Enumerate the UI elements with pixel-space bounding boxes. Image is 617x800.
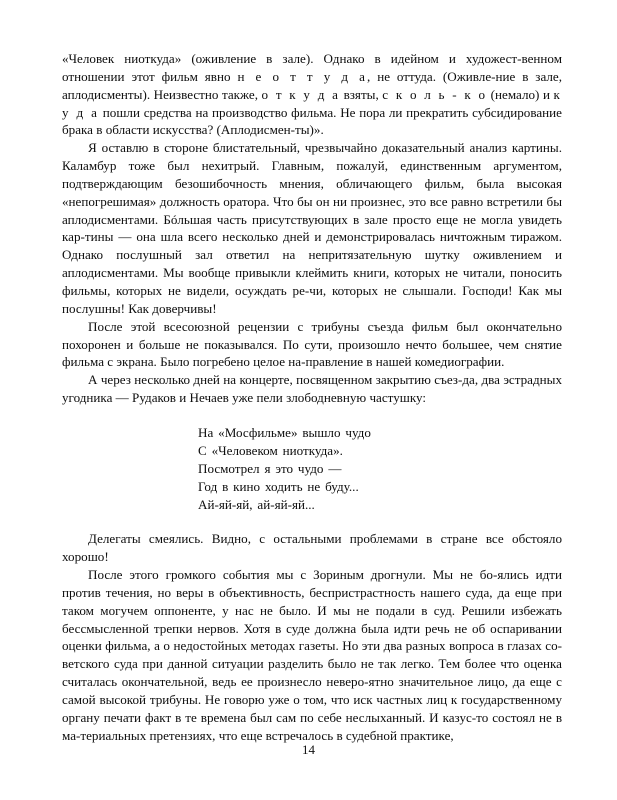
text-run: (немало) и <box>487 86 554 102</box>
text-run: После этого громкого события мы с Зориным дрогнули. Мы не бо-ялись идти против течения, но веры в объективность, беспристрастность нашего суда, да еще при таком могучем оппоненте, у нас не было. И мы не подали в суд. Решили избежать бессмысленной трепки нервов. Хотя в суде должна была идти речь не об оспаривании оценки фильма, а о недостойных методах газеты. Но эти два разных вопроса в глазах со-ветского суда при данной ситуации разделить было не так легко. Тем более что оценка считалась окончательной, ведь ее произнесло неверо-ятно значительное лицо, да еще с самой высокой трибуны. Не говорю уже о том, что иск частных лиц к государственному органу печати факт в те времена был сам по себе неслыханный. И казус-то состоял не в ма-териальных претензиях, что еще встречалось в судебной практике, <box>62 567 562 743</box>
verse-block <box>62 424 562 514</box>
emphasis-spaced-text: н е о т т у д а <box>237 68 368 84</box>
emphasis-spaced-text: с к о л ь - к о <box>382 86 488 102</box>
text-run: Я оставлю в стороне блистательный, чрезвычайно доказательный анализ картины. Каламбур тоже был нехитрый. Главным, пожалуй, единственным аргументом, подтверждающим безошибочность мнения, обличающего фильм, была высокая «непогрешимая» должность оратора. Что бы он ни произнес, это все равно встретили бы аплодисментами. Бóльшая часть присутствующих в зале просто еще не могла увидеть кар-тины — она шла всего несколько дней и демонстрировалась ничтожным тиражом. Однако послушный зал ответил на непритязательную шутку оживлением и аплодисментами. Мы вообще привыкли клеймить книги, которых не читали, поносить фильмы, которых не видели, осуждать ре-чи, которых не слышали. Господи! Как мы послушны! Как доверчивы! <box>62 140 562 316</box>
emphasis-spaced-text: о т к у д а <box>261 86 341 102</box>
text-run: пошли средства на производство фильма. Не пора ли прекратить субсидирование брака в области искусства? (Аплодисмен-ты)». <box>62 104 562 138</box>
text-run: Делегаты смеялись. Видно, с остальными проблемами в стране все обстояло хорошо! <box>62 531 562 565</box>
text-run: взяты, <box>340 86 383 102</box>
paragraph <box>62 566 562 744</box>
text-run: , не оттуда. (Оживле-ние в зале, аплодисменты). Неизвестно также, <box>62 68 563 102</box>
verse-line: Ай-яй-яй, ай-яй-яй... <box>198 496 315 512</box>
text-run: «Человек ниоткуда» (оживление в зале). Однако в идейном и художест-венном отношении этот фильм явно <box>62 51 562 84</box>
verse-line: С «Человеком ниоткуда». <box>198 442 343 458</box>
text-run: После этой всесоюзной рецензии с трибуны съезда фильм был окончательно похоронен и больше не показывался. По сути, произошло нечто большее, чем снятие фильма с экрана. Было погребено целое на-правление в нашей комедиографии. <box>62 318 562 370</box>
paragraph <box>62 371 562 407</box>
page-text-block <box>62 50 562 745</box>
verse-line: Посмотрел я это чудо — <box>198 460 342 476</box>
page-number: 14 <box>302 742 315 757</box>
paragraph <box>62 318 562 372</box>
paragraph <box>62 50 562 139</box>
paragraph <box>62 530 562 566</box>
verse-lines <box>198 424 562 514</box>
text-run: А через несколько дней на концерте, посвященном закрытию съез-да, два эстрадных угодника — Рудаков и Нечаев уже пели злободневную частушку: <box>62 372 562 406</box>
verse-line: На «Мосфильме» вышло чудо <box>198 424 371 440</box>
paragraph <box>62 139 562 317</box>
emphasis-spaced-text: к у д а <box>62 86 562 120</box>
verse-line: Год в кино ходить не буду... <box>198 478 359 494</box>
